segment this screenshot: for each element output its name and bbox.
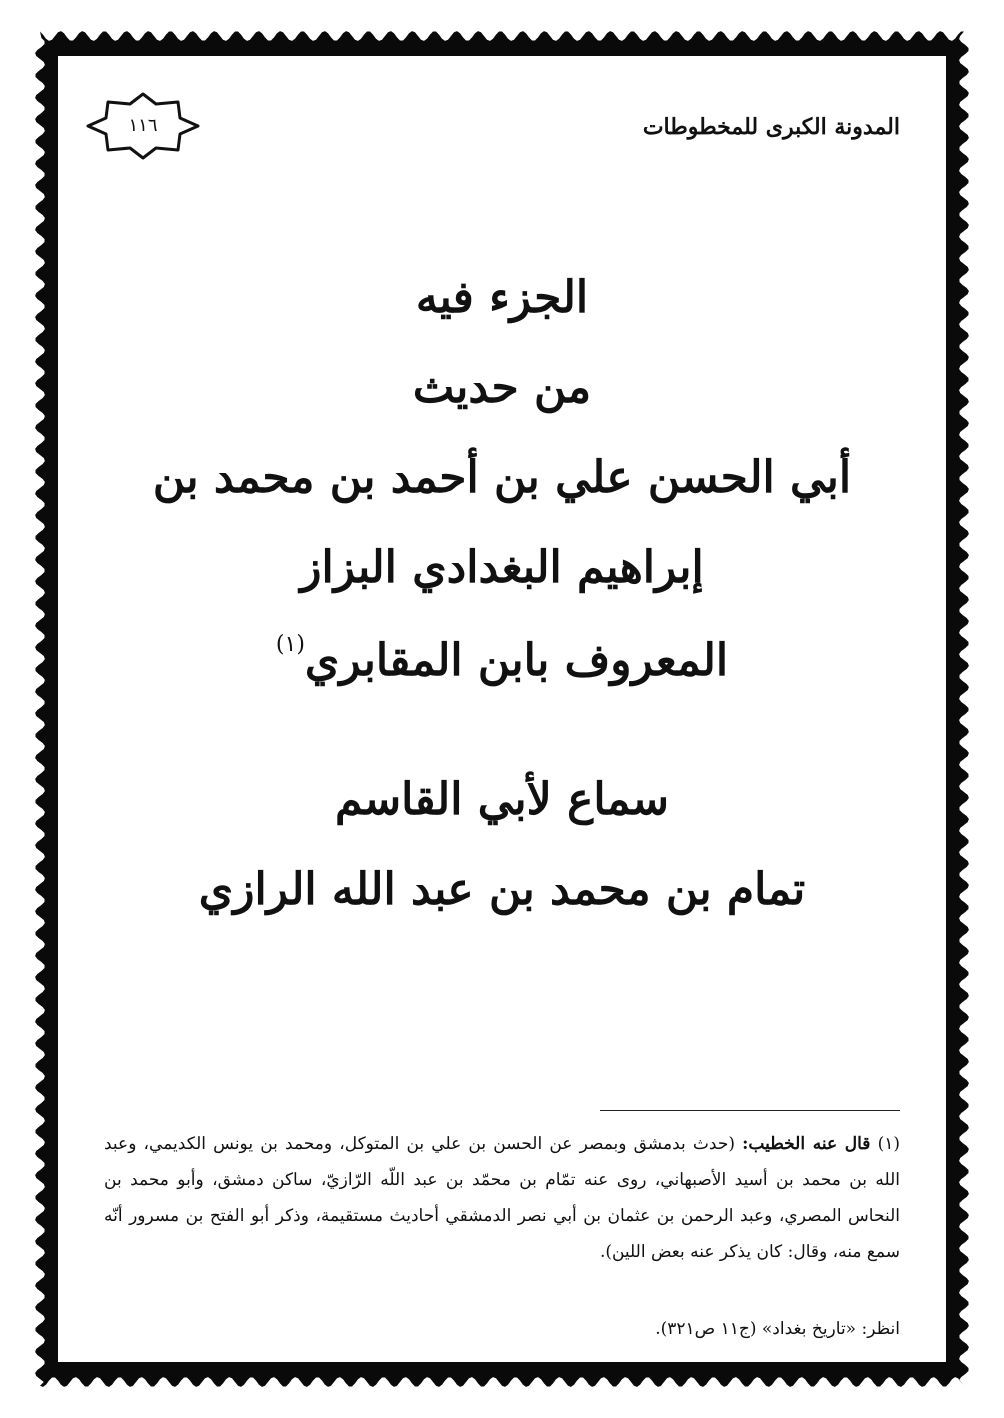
title-line-1: الجزء فيه: [415, 272, 589, 323]
title-line-4: إبراهيم البغدادي البزاز: [300, 542, 704, 593]
footnote-number: (١): [877, 1134, 901, 1154]
title-line-3: أبي الحسن علي بن أحمد بن محمد بن: [152, 452, 852, 503]
page-number-badge: [86, 92, 200, 160]
title-line-6: سماع لأبي القاسم: [334, 774, 670, 825]
page-content: [68, 60, 936, 1358]
footnote-body: (حدث بدمشق وبمصر عن الحسن بن علي بن المتوكل، ومحمد بن يونس الكديمي، وعبد الله بن محمد بن أسيد الأصبهاني، روى عنه تمّام بن محمّد بن عبد اللّه الرّازيّ، ساكن دمشق، وأبو محمد بن النحاس المصري، وعبد الرحمن بن عثمان بن أبي نصر الدمشقي أحاديث مستقيمة، وذكر أبو الفتح بن مسرور أنّه سمع منه، وقال: كان يذكر عنه بعض اللين).: [104, 1134, 900, 1262]
footnote-reference: انظر: «تاريخ بغداد» (ج١١ ص٣٢١).: [655, 1319, 900, 1339]
title-line-7: تمام بن محمد بن عبد الله الرازي: [198, 864, 806, 915]
title-line-2: من حديث: [412, 362, 592, 413]
page-number: ١١٦: [128, 115, 158, 136]
book-title-header: المدونة الكبرى للمخطوطات: [642, 114, 900, 140]
footnote-marker: (١): [275, 632, 305, 657]
footnote-separator: [600, 1110, 900, 1111]
footnote-text: [104, 1126, 900, 1270]
title-line-5: [68, 632, 936, 686]
footnote-lead: قال عنه الخطيب:: [742, 1134, 871, 1154]
title-line-5-text: المعروف بابن المقابري: [304, 635, 729, 686]
